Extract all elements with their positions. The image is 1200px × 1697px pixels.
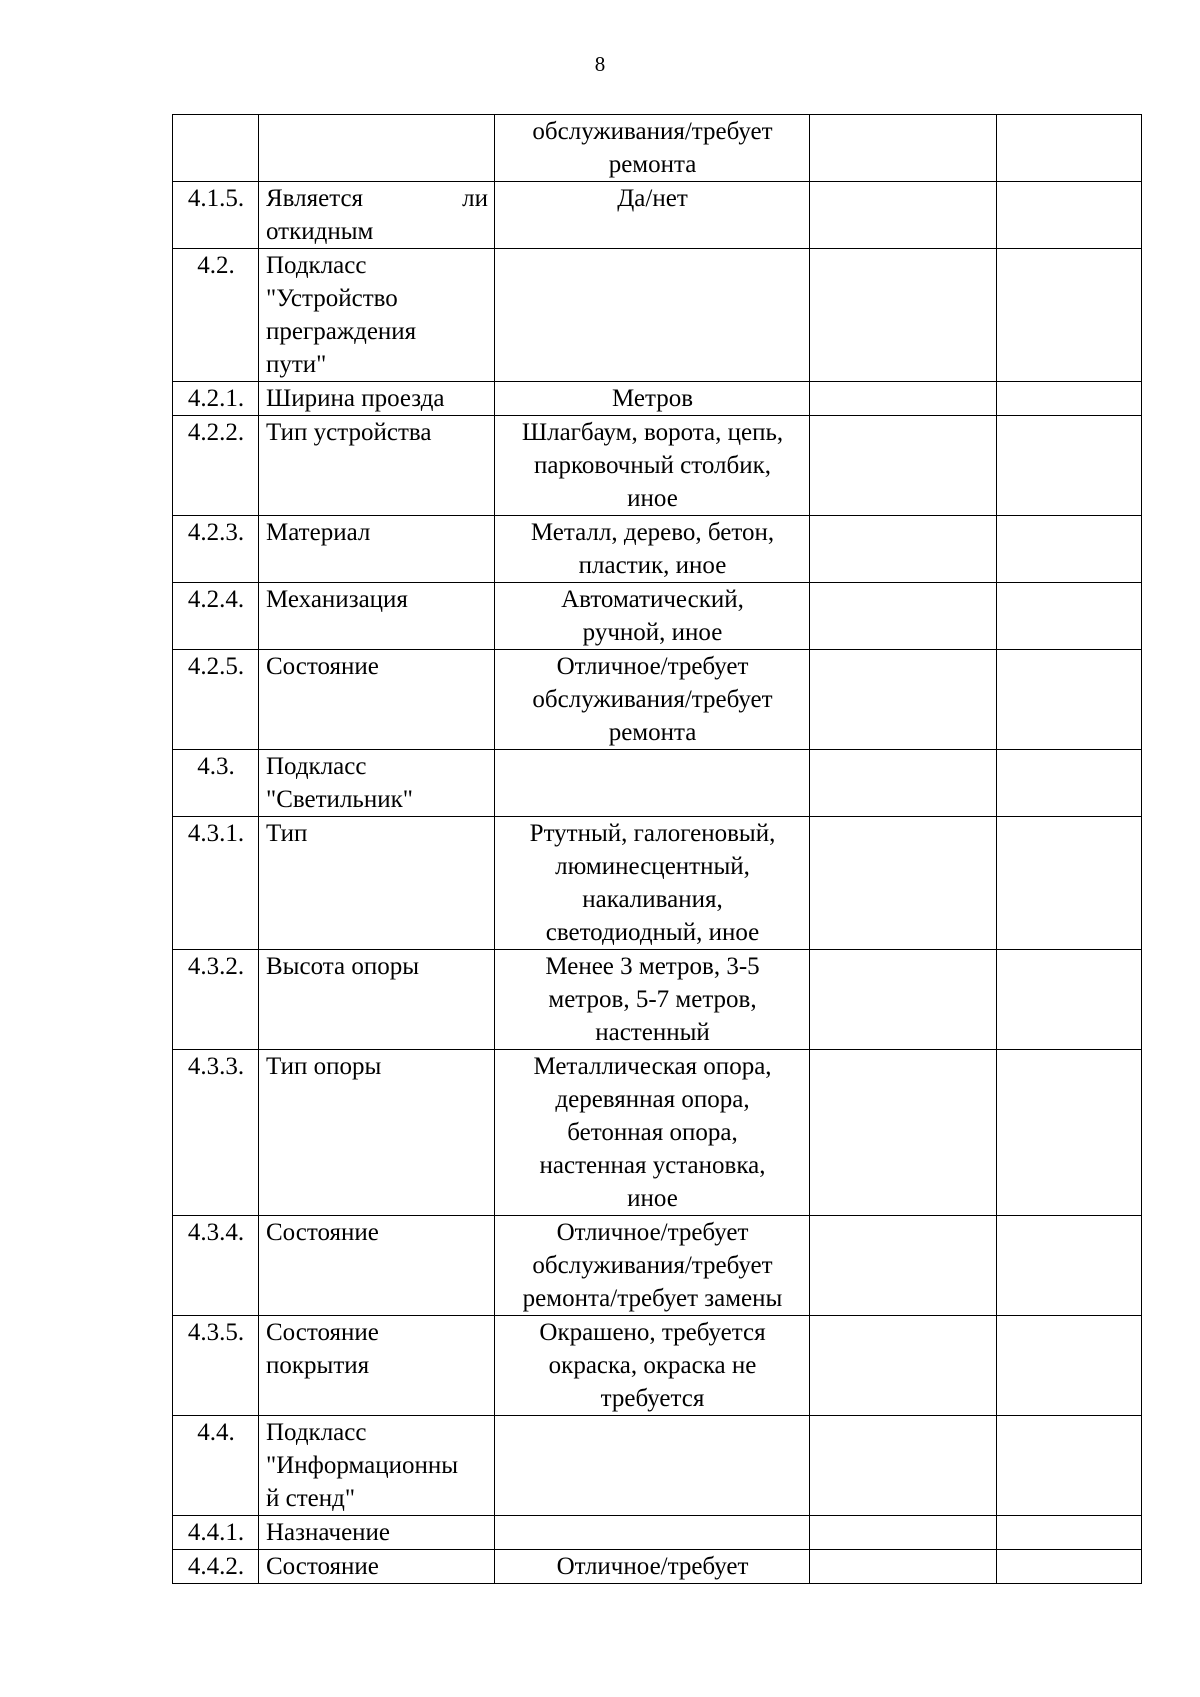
row-name (259, 115, 495, 182)
table-row (173, 1516, 1142, 1550)
row-name-line: Состояние (266, 1319, 379, 1346)
empty-cell (810, 650, 997, 750)
row-value-line: метров, 5-7 метров, (548, 986, 757, 1013)
empty-cell (810, 249, 997, 382)
empty-cell (997, 1416, 1142, 1516)
row-name (259, 182, 495, 249)
table-row (173, 416, 1142, 516)
row-name-line: Состояние (266, 653, 379, 680)
row-value-line (502, 1516, 803, 1549)
empty-cell (997, 583, 1142, 650)
row-name (259, 382, 495, 416)
empty-cell (997, 750, 1142, 817)
empty-cell (810, 817, 997, 950)
row-name-line: Ширина проезда (266, 385, 445, 412)
row-name-line: откидным (266, 218, 374, 245)
row-value (495, 1050, 810, 1216)
row-value-line: иное (627, 485, 678, 512)
row-value-line: настенная установка, (539, 1152, 766, 1179)
table-row (173, 1550, 1142, 1584)
row-name-line: Тип (266, 820, 308, 847)
table-row (173, 516, 1142, 583)
row-value-line: ремонта (608, 719, 697, 746)
row-value-line: пластик, иное (578, 552, 727, 579)
row-number: 4.2.2. (173, 416, 259, 516)
row-name-line (266, 115, 488, 148)
row-name-line: Механизация (266, 586, 408, 613)
empty-cell (997, 1516, 1142, 1550)
row-name (259, 249, 495, 382)
empty-cell (997, 817, 1142, 950)
row-number (173, 115, 259, 182)
empty-cell (810, 750, 997, 817)
row-name-line: Назначение (266, 1519, 391, 1546)
row-number: 4.2.3. (173, 516, 259, 583)
row-name (259, 950, 495, 1050)
empty-cell (997, 1050, 1142, 1216)
empty-cell (810, 382, 997, 416)
row-value-line: светодиодный, иное (545, 919, 760, 946)
row-value-line: парковочный столбик, (533, 452, 772, 479)
row-value-line: окраска, окраска не (548, 1352, 757, 1379)
row-value (495, 1516, 810, 1550)
row-name-line: "Информационны (266, 1452, 459, 1479)
row-value-line: Автоматический, (561, 586, 744, 613)
empty-cell (997, 249, 1142, 382)
empty-cell (810, 416, 997, 516)
table-row (173, 1416, 1142, 1516)
table-row (173, 950, 1142, 1050)
row-number: 4.2.1. (173, 382, 259, 416)
table-row (173, 115, 1142, 182)
row-number: 4.1.5. (173, 182, 259, 249)
table-row (173, 249, 1142, 382)
empty-cell (997, 1550, 1142, 1584)
row-name (259, 1050, 495, 1216)
row-name (259, 416, 495, 516)
row-value-line: Металл, дерево, бетон, (530, 519, 775, 546)
empty-cell (997, 382, 1142, 416)
table-row (173, 583, 1142, 650)
empty-cell (810, 1516, 997, 1550)
row-name-line: пути" (266, 351, 327, 378)
empty-cell (810, 1316, 997, 1416)
row-value (495, 817, 810, 950)
empty-cell (810, 182, 997, 249)
empty-cell (997, 950, 1142, 1050)
row-number: 4.3.3. (173, 1050, 259, 1216)
row-value-line: Метров (611, 385, 694, 412)
empty-cell (810, 1050, 997, 1216)
row-value-line: бетонная опора, (567, 1119, 738, 1146)
row-value (495, 650, 810, 750)
empty-cell (810, 583, 997, 650)
row-name-line: Материал (266, 519, 371, 546)
table-row (173, 382, 1142, 416)
row-value (495, 516, 810, 583)
row-value-line: требуется (600, 1385, 705, 1412)
table-row (173, 750, 1142, 817)
row-value-line: настенный (595, 1019, 710, 1046)
row-value-line: иное (627, 1185, 678, 1212)
row-name (259, 1550, 495, 1584)
row-value (495, 1216, 810, 1316)
row-name-line: "Устройство (266, 285, 398, 312)
row-value-line: Отличное/требует (556, 1553, 749, 1580)
row-number: 4.3.4. (173, 1216, 259, 1316)
row-name (259, 750, 495, 817)
empty-cell (810, 1416, 997, 1516)
row-number: 4.3.2. (173, 950, 259, 1050)
empty-cell (997, 416, 1142, 516)
row-value-line: Ртутный, галогеновый, (529, 820, 776, 847)
row-value-line: Металлическая опора, (533, 1053, 772, 1080)
row-value-line: Отличное/требует (556, 653, 749, 680)
row-value (495, 1550, 810, 1584)
row-name (259, 1216, 495, 1316)
row-name-line: Состояние (266, 1219, 379, 1246)
row-value-line: ремонта/требует замены (522, 1285, 783, 1312)
row-value-line: ремонта (608, 151, 697, 178)
row-value-line: ручной, иное (582, 619, 723, 646)
row-name-line: Тип устройства (266, 419, 432, 446)
row-value-line: накаливания, (582, 886, 723, 913)
row-value-line: обслуживания/требует (532, 1252, 773, 1279)
row-value-line (502, 249, 803, 282)
row-name-line: Состояние (266, 1553, 379, 1580)
row-number: 4.4.2. (173, 1550, 259, 1584)
row-value (495, 1316, 810, 1416)
row-name-line: преграждения (266, 318, 417, 345)
row-value-line (502, 1416, 803, 1449)
empty-cell (810, 950, 997, 1050)
row-value (495, 249, 810, 382)
row-value (495, 750, 810, 817)
row-name-line: й стенд" (266, 1485, 356, 1512)
empty-cell (997, 1316, 1142, 1416)
specification-table (172, 114, 1142, 1584)
row-name-line: Подкласс (266, 252, 367, 279)
table-row (173, 1050, 1142, 1216)
row-name-line: "Светильник" (266, 786, 413, 813)
table-row (173, 1316, 1142, 1416)
row-value-line: Отличное/требует (556, 1219, 749, 1246)
row-value (495, 583, 810, 650)
empty-cell (997, 516, 1142, 583)
row-value (495, 416, 810, 516)
table-row (173, 817, 1142, 950)
row-value (495, 182, 810, 249)
page-number: 8 (594, 52, 606, 76)
row-value-line: обслуживания/требует (532, 686, 773, 713)
row-number: 4.4. (173, 1416, 259, 1516)
empty-cell (997, 1216, 1142, 1316)
empty-cell (997, 650, 1142, 750)
row-name-line: покрытия (266, 1352, 370, 1379)
row-number: 4.2. (173, 249, 259, 382)
empty-cell (810, 115, 997, 182)
row-value-line: деревянная опора, (555, 1086, 750, 1113)
row-name-line: Тип опоры (266, 1053, 382, 1080)
row-number: 4.4.1. (173, 1516, 259, 1550)
row-name (259, 516, 495, 583)
row-number: 4.3.5. (173, 1316, 259, 1416)
row-value-line: Шлагбаум, ворота, цепь, (521, 419, 784, 446)
empty-cell (810, 516, 997, 583)
row-value-line: Окрашено, требуется (539, 1319, 766, 1346)
row-name (259, 817, 495, 950)
row-number: 4.3.1. (173, 817, 259, 950)
row-name (259, 650, 495, 750)
row-value (495, 950, 810, 1050)
row-value (495, 115, 810, 182)
table-body (173, 115, 1142, 1584)
row-value-line: обслуживания/требует (532, 118, 773, 145)
row-name-line: Подкласс (266, 753, 367, 780)
empty-cell (997, 182, 1142, 249)
row-value-line: Да/нет (617, 185, 688, 212)
row-name-line: Высота опоры (266, 953, 419, 980)
empty-cell (810, 1216, 997, 1316)
row-value-line (502, 750, 803, 783)
table-row (173, 650, 1142, 750)
table-row (173, 1216, 1142, 1316)
row-value-line: Менее 3 метров, 3-5 (545, 953, 760, 980)
table-row (173, 182, 1142, 249)
row-number: 4.3. (173, 750, 259, 817)
row-name (259, 583, 495, 650)
row-name (259, 1516, 495, 1550)
row-name-line: Является ли (266, 185, 488, 212)
row-name-line: Подкласс (266, 1419, 367, 1446)
row-name (259, 1416, 495, 1516)
row-value-line: люминесцентный, (555, 853, 750, 880)
row-value (495, 382, 810, 416)
row-number: 4.2.4. (173, 583, 259, 650)
row-name (259, 1316, 495, 1416)
row-number: 4.2.5. (173, 650, 259, 750)
row-value (495, 1416, 810, 1516)
empty-cell (997, 115, 1142, 182)
empty-cell (810, 1550, 997, 1584)
